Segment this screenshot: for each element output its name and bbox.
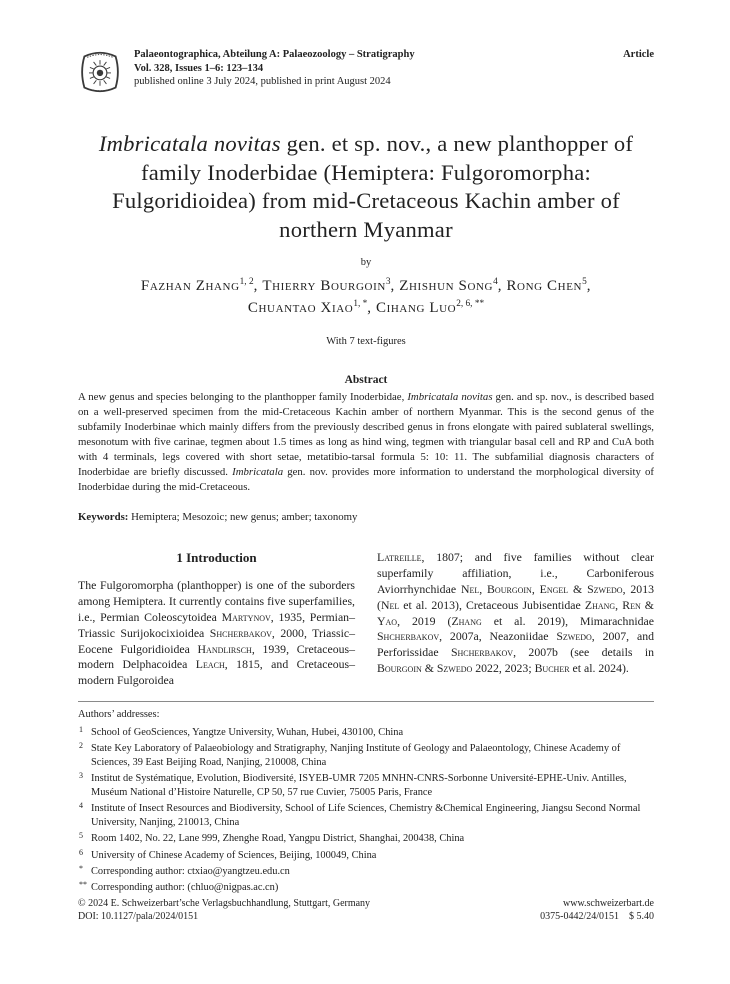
footer-left xyxy=(78,897,370,924)
footnote-marker: ** xyxy=(79,880,87,890)
article-title: Imbricatala novitas gen. et sp. nov., a new planthopper of family Inoderbidae (Hemiptera: Fulgoromorpha: Fulgoridioidea) from mid-Cretaceous Kachin amber of northern Myanmar xyxy=(98,131,634,242)
footer-right xyxy=(540,897,654,924)
address-text: University of Chinese Academy of Sciences, Beijing, 100049, China xyxy=(91,849,377,861)
authors-addresses xyxy=(78,708,654,895)
footnote-marker: 1 xyxy=(79,724,83,734)
address-item xyxy=(78,849,654,863)
figures-note: With 7 text-figures xyxy=(326,336,406,348)
abstract-heading: Abstract xyxy=(344,374,388,387)
page-header xyxy=(78,48,654,96)
address-text: Corresponding author: (chluo@nigpas.ac.cn) xyxy=(91,882,279,894)
address-text: State Key Laboratory of Palaeobiology and Stratigraphy, Nanjing Institute of Geology and Palaeontology, Chinese Academy of Sciences, 39 East Beijing Road, Nanjing, 210008, China xyxy=(91,743,621,768)
address-text: School of GeoSciences, Yangtze University, Wuhan, Hubei, 430100, China xyxy=(91,726,404,738)
journal-name: Palaeontographica, Abteilung A: Palaeozoology – Stratigraphy xyxy=(134,49,415,60)
address-text: Institut de Systématique, Evolution, Biodiversité, ISYEB-UMR 7205 MNHN-CNRS-Sorbonne Université-EPHE-Univ. Antilles, Muséum National d’Histoire Naturelle, CP 50, 57 rue Cuvier, 75005 Paris, France xyxy=(91,773,627,798)
footnote-marker: 2 xyxy=(79,741,83,751)
address-item xyxy=(78,881,654,895)
authors-line-1: Fazhan Zhang$^{1, 2}$, Thierry Bourgoin$^3$, Zhishun Song$^4$, Rong Chen$^5$, xyxy=(140,277,592,295)
address-item xyxy=(78,832,654,846)
publisher-website: www.schweizerbart.de xyxy=(563,897,654,909)
introduction-heading: 1 Introduction xyxy=(176,550,257,566)
authors-line xyxy=(78,275,654,319)
footnote-marker: 5 xyxy=(79,831,83,841)
address-item xyxy=(78,772,654,800)
footnote-marker: * xyxy=(79,863,83,873)
footnote-marker: 6 xyxy=(79,847,83,857)
page-footer xyxy=(78,897,654,924)
publication-dates: published online 3 July 2024, published in print August 2024 xyxy=(134,76,391,88)
journal-info xyxy=(134,48,415,89)
footnote-marker: 4 xyxy=(79,801,83,811)
right-column xyxy=(377,550,654,676)
footnote-divider xyxy=(78,701,654,702)
address-text: Corresponding author: ctxiao@yangtzeu.edu.cn xyxy=(91,865,290,877)
address-item xyxy=(78,726,654,740)
introduction-section xyxy=(78,550,654,689)
introduction-text-right: Latreille, 1807; and five families without clear superfamily affiliation, i.e., Carboniferous Aviorrhynchidae Nel, Bourgoin, Engel & Szwedo, 2013 (Nel et al. 2013), Cretaceous Jubisentidae Zhang, Ren & Yao, 2019 (Zhang et al. 2019), Mimarachnidae Shcherbakov, 2007a, Neazoniidae Szwedo, 2007, and Perforissidae Shcherbakov, 2007b (see details in Bourgoin & Szwedo 2022, 2023; Bucher et al. 2024). xyxy=(377,550,654,675)
address-list xyxy=(78,726,654,895)
abstract-text: A new genus and species belonging to the planthopper family Inoderbidae, Imbricatala novitas gen. and sp. nov., is described based on a well-preserved specimen from the mid-Cretaceous Kachin amber of northern Myanmar. This is the second genus of the subfamily Inoderbinae which mainly differs from the previously described genus in frons elongate with paired sublateral swellings, mesonotum with five carinae, tegmen about 1.5 times as long as hind wing, tegmen with triangular basal cell and RP and CuA both with 4 terminals, legs covered with short setae, metatibio-tarsal formula 5: 10: 11. The subfamilial diagnosis characters of Inoderbidae are briefly discussed. Imbricatala gen. nov. provides more information to understand the morphological diversity of Inoderbidae during the mid-Cretaceous. xyxy=(78,391,654,494)
address-item xyxy=(78,802,654,830)
article-type-label: Article xyxy=(623,49,654,60)
address-item xyxy=(78,742,654,770)
doi-line: DOI: 10.1127/pala/2024/0151 xyxy=(78,911,199,923)
publisher-seal-icon xyxy=(78,48,122,96)
copyright-line: © 2024 E. Schweizerbart’sche Verlagsbuchhandlung, Stuttgart, Germany xyxy=(78,897,371,909)
address-text: Room 1402, No. 22, Lane 999, Zhenghe Road, Yangpu District, Shanghai, 200438, China xyxy=(91,833,465,845)
addresses-heading: Authors’ addresses: xyxy=(78,708,160,720)
volume-issue-pages: Vol. 328, Issues 1–6: 123–134 xyxy=(134,62,264,74)
left-column xyxy=(78,550,355,689)
footnote-marker: 3 xyxy=(79,771,83,781)
authors-line-2: Chuantao Xiao$^{1, *}$, Cihang Luo$^{2, 6, **}$ xyxy=(247,299,485,317)
address-item xyxy=(78,865,654,879)
address-text: Institute of Insect Resources and Biodiversity, School of Life Sciences, Chemistry &Chemical Engineering, Jiangsu Second Normal University, Nanjing, 210013, China xyxy=(91,803,641,829)
issn-price-line: 0375-0442/24/0151 $ 5.40 xyxy=(540,911,654,923)
keywords-line: Keywords: Hemiptera; Mesozoic; new genus; amber; taxonomy xyxy=(78,511,358,524)
byline: by xyxy=(360,257,372,269)
introduction-text-left: The Fulgoromorpha (planthopper) is one of the suborders among Hemiptera. It currently contains five superfamilies, i.e., Permian Coleoscytoidea Martynov, 1935, Permian–Triassic Surijokocixioidea Shcherbakov, 2000, Triassic–Eocene Fulgoridioidea Handlirsch, 1939, Cretaceous–modern Delphacoidea Leach, 1815, and Cretaceous–modern Fulgoroidea xyxy=(78,578,355,688)
